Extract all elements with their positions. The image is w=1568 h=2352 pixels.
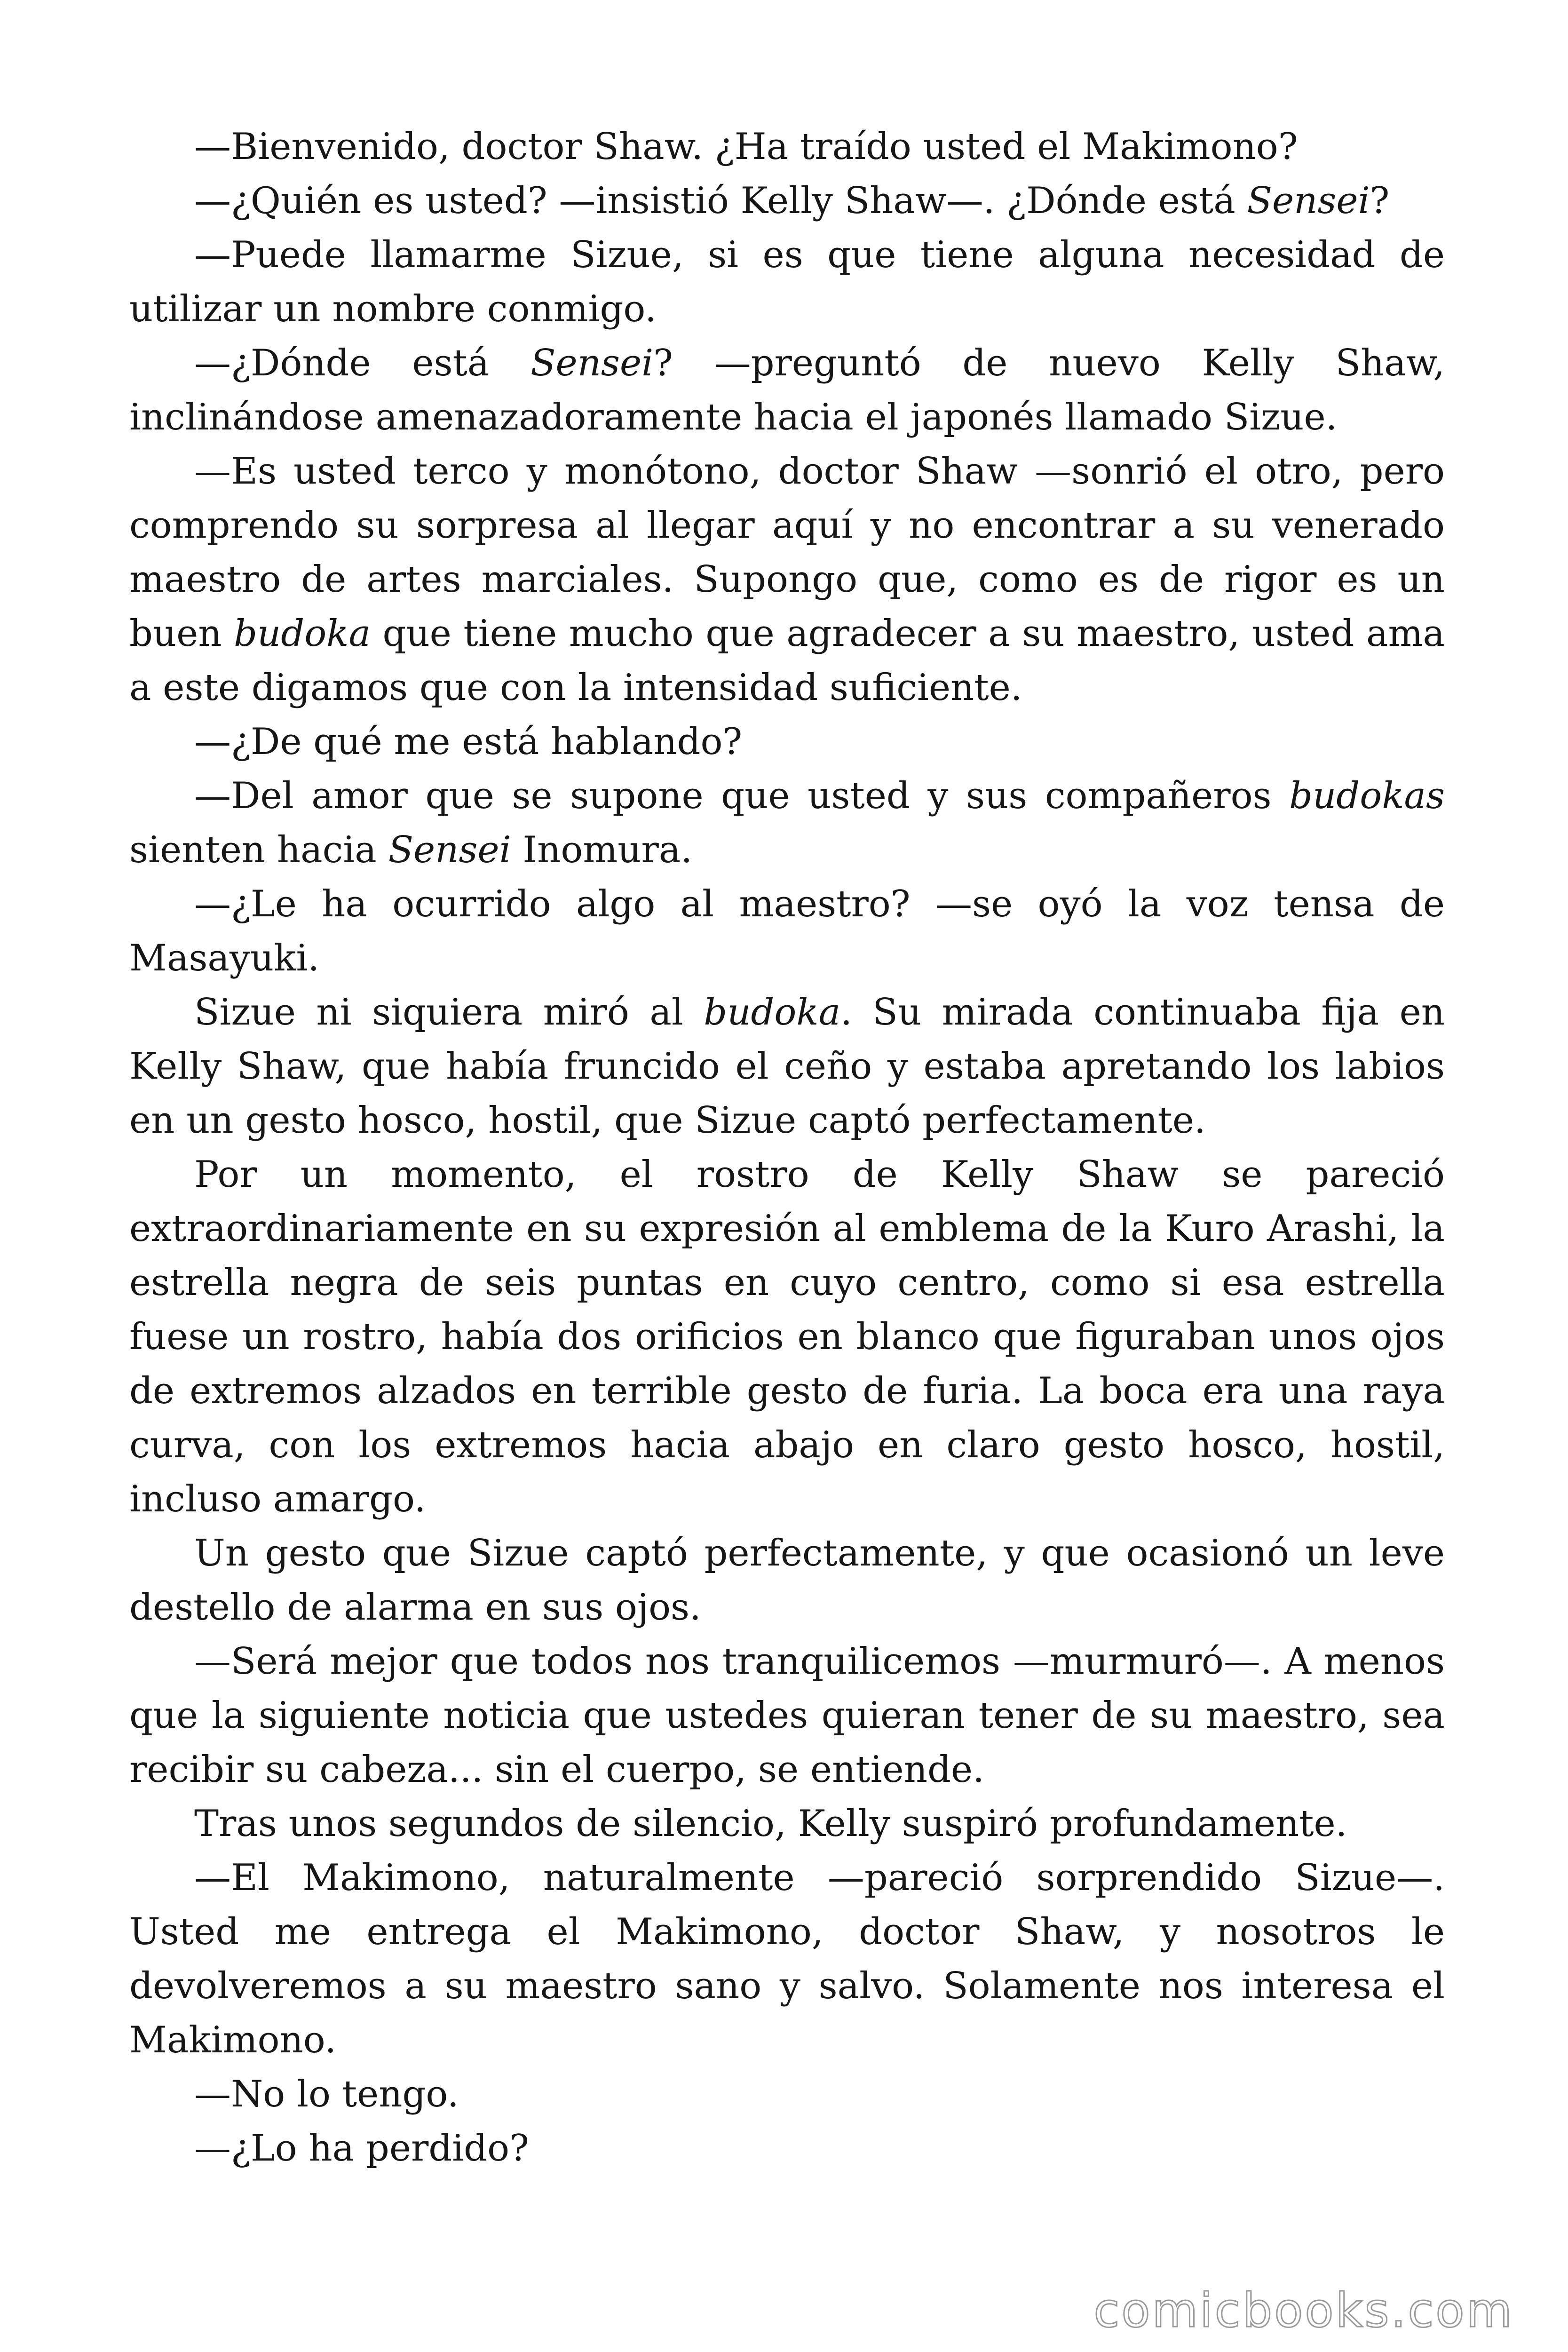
italic-term: budoka: [234, 612, 371, 655]
paragraph-4: —¿Dónde está Sensei? —preguntó de nuevo Kelly Shaw, inclinándose amenazadoramente hacia el japonés llamado Sizue.: [129, 342, 1445, 438]
paragraph-11: Un gesto que Sizue captó perfectamente, y que ocasionó un leve destello de alarma en sus ojos.: [129, 1532, 1445, 1629]
paragraph-12: —Será mejor que todos nos tranquilicemos —murmuró—. A menos que la siguiente noticia que ustedes quieran tener de su maestro, sea recibir su cabeza... sin el cuerpo, se entiende.: [129, 1640, 1445, 1791]
paragraph-1: —Bienvenido, doctor Shaw. ¿Ha traído usted el Makimono?: [194, 126, 1298, 168]
watermark: comicbooks.com: [1093, 2283, 1514, 2338]
italic-term: Sensei: [388, 829, 511, 871]
paragraph-13: Tras unos segundos de silencio, Kelly suspiró profundamente.: [194, 1803, 1347, 1845]
italic-term: budoka: [704, 991, 841, 1033]
paragraph-7: —Del amor que se supone que usted y sus compañeros budokas sienten hacia Sensei Inomura.: [129, 775, 1445, 871]
paragraph-14: —El Makimono, naturalmente —pareció sorprendido Sizue—. Usted me entrega el Makimono, doctor Shaw, y nosotros le devolveremos a su maestro sano y salvo. Solamente nos interesa el Makimono.: [129, 1857, 1445, 2061]
paragraph-5: —Es usted terco y monótono, doctor Shaw —sonrió el otro, pero comprendo su sorpresa al llegar aquí y no encontrar a su venerado maestro de artes marciales. Supongo que, como es de rigor es un buen budoka que tiene mucho que agradecer a su maestro, usted ama a este digamos que con la intensidad suficiente.: [129, 450, 1445, 709]
paragraph-2: —¿Quién es usted? —insistió Kelly Shaw—. ¿Dónde está Sensei?: [194, 180, 1390, 222]
paragraph-6: —¿De qué me está hablando?: [194, 721, 743, 763]
paragraph-16: —¿Lo ha perdido?: [194, 2127, 529, 2169]
paragraph-3: —Puede llamarme Sizue, si es que tiene alguna necesidad de utilizar un nombre conmigo.: [129, 234, 1445, 330]
paragraph-8: —¿Le ha ocurrido algo al maestro? —se oyó la voz tensa de Masayuki.: [129, 883, 1445, 979]
italic-term: Sensei: [1247, 180, 1370, 222]
paragraph-10: Por un momento, el rostro de Kelly Shaw se pareció extraordinariamente en su expresión al emblema de la Kuro Arashi, la estrella negra de seis puntas en cuyo centro, como si esa estrella fuese un rostro, había dos orificios en blanco que figuraban unos ojos de extremos alzados en terrible gesto de furia. La boca era una raya curva, con los extremos hacia abajo en claro gesto hosco, hostil, incluso amargo.: [129, 1153, 1445, 1520]
paragraph-9: Sizue ni siquiera miró al budoka. Su mirada continuaba fija en Kelly Shaw, que había fruncido el ceño y estaba apretando los labios en un gesto hosco, hostil, que Sizue captó perfectamente.: [129, 991, 1445, 1142]
italic-term: budokas: [1289, 775, 1445, 817]
italic-term: Sensei: [531, 342, 654, 384]
paragraph-15: —No lo tengo.: [194, 2073, 459, 2115]
page-body-text: [129, 120, 1445, 2176]
